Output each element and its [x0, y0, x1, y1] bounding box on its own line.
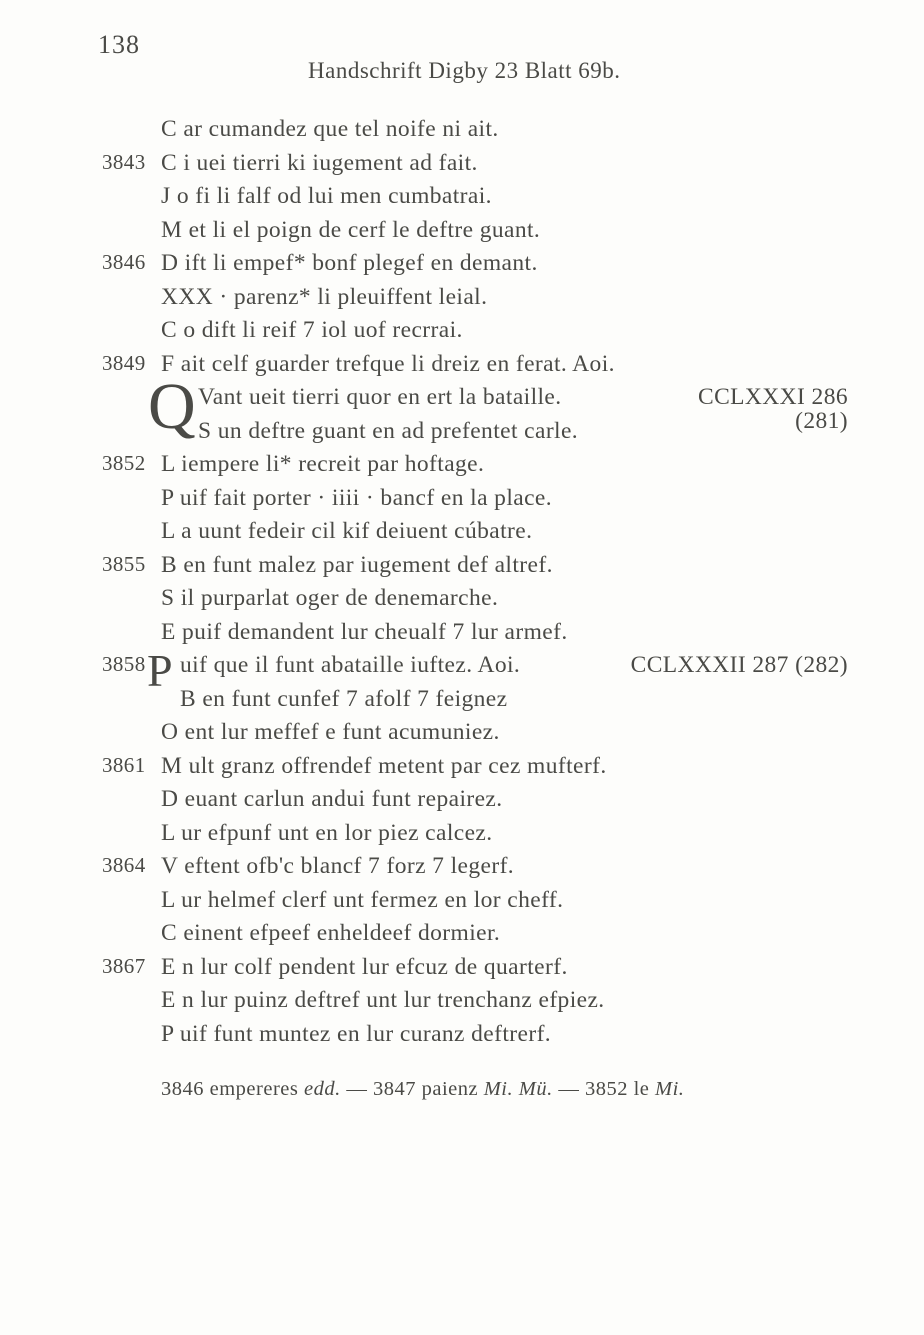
verse-line: [0, 451, 924, 485]
verse-line: [0, 552, 924, 586]
verse-line: [0, 786, 924, 820]
verse-text: M ult granz offrendef metent par cez mufterf.: [161, 753, 607, 779]
verse-line: [0, 1021, 924, 1055]
verse-text: XXX · parenz* li pleuiffent leial.: [161, 284, 488, 310]
footnote-part-b-italic: Mi. Mü.: [483, 1078, 553, 1100]
verse-text: C ar cumandez que tel noife ni ait.: [161, 116, 499, 142]
verse-line: [0, 150, 924, 184]
verse-text: E n lur colf pendent lur efcuz de quarterf.: [161, 954, 568, 980]
verse-text: S un deftre guant en ad prefentet carle.: [198, 418, 579, 444]
verse-line: [0, 954, 924, 988]
verse-line: [0, 719, 924, 753]
verse-text: E n lur puinz deftref unt lur trenchanz efpiez.: [161, 987, 605, 1013]
line-number: 3864: [102, 853, 146, 877]
line-number: 3849: [102, 351, 146, 375]
line-number: 3867: [102, 954, 146, 978]
verse-line: [0, 987, 924, 1021]
decorated-initial: P: [147, 645, 173, 696]
verse-text: S il purparlat oger de denemarche.: [161, 585, 499, 611]
page-number: 138: [98, 30, 140, 59]
verse-text: B en funt cunfef 7 afolf 7 feignez: [180, 686, 508, 712]
verse-line: [0, 116, 924, 150]
footnote-part-a-italic: edd.: [303, 1078, 341, 1100]
verse-text: D euant carlun andui funt repairez.: [161, 786, 503, 812]
verse-line: [0, 250, 924, 284]
verse-text: L a uunt fedeir cil kif deiuent cúbatre.: [161, 518, 533, 544]
verse-line: [0, 317, 924, 351]
footnote-part-c: — 3852 le: [558, 1078, 650, 1100]
verse-text: C o dift li reif 7 iol uof recrrai.: [161, 317, 463, 343]
verse-line: [0, 408, 924, 452]
verse-text: O ent lur meffef e funt acumuniez.: [161, 719, 500, 745]
laisse-alt-number: (281): [795, 408, 848, 434]
verse-text: uif que il funt abataille iuftez. Aoi.: [180, 652, 521, 678]
footnote-part-a: 3846 empereres: [161, 1078, 299, 1100]
verse-line: [0, 485, 924, 519]
verse-line: [0, 351, 924, 385]
verse-text: E puif demandent lur cheualf 7 lur armef.: [161, 619, 568, 645]
line-number: 3846: [102, 250, 146, 274]
line-number: 3843: [102, 150, 146, 174]
laisse-number: CCLXXXII 287 (282): [630, 652, 848, 678]
verse-text: J o fi li falf od lui men cumbatrai.: [161, 183, 492, 209]
verse-line: [0, 920, 924, 954]
verse-line: [0, 183, 924, 217]
verse-text: V eftent ofb'c blancf 7 forz 7 legerf.: [161, 853, 515, 879]
verse-text: P uif funt muntez en lur curanz deftrerf.: [161, 1021, 552, 1047]
line-number: 3861: [102, 753, 146, 777]
verse-line: [0, 753, 924, 787]
verse-line: [0, 217, 924, 251]
verse-line: [0, 585, 924, 619]
verse-text: B en funt malez par iugement def altref.: [161, 552, 553, 578]
verse-text: L ur helmef clerf unt fermez en lor cheff.: [161, 887, 564, 913]
verse-line: [0, 518, 924, 552]
verse-line: [0, 284, 924, 318]
verse-text: L ur efpunf unt en lor piez calcez.: [161, 820, 493, 846]
verse-line: [0, 619, 924, 653]
verse-line: [0, 887, 924, 921]
verse-text: C i uei tierri ki iugement ad fait.: [161, 150, 478, 176]
verse-line: [0, 686, 924, 720]
verse-line: [0, 820, 924, 854]
verse-text: L iempere li* recreit par hoftage.: [161, 451, 485, 477]
verse-text: D ift li empef* bonf plegef en demant.: [161, 250, 538, 276]
verse-text: M et li el poign de cerf le deftre guant.: [161, 217, 541, 243]
line-number: 3855: [102, 552, 146, 576]
verse-text: F ait celf guarder trefque li dreiz en ferat. Aoi.: [161, 351, 615, 377]
footnote: [161, 1078, 684, 1101]
footnote-part-c-italic: Mi.: [655, 1078, 685, 1100]
verse-text: P uif fait porter · iiii · bancf en la place.: [161, 485, 553, 511]
verse-text: Vant ueit tierri quor en ert la bataille.: [198, 384, 562, 410]
verse-text: C einent efpeef enheldeef dormier.: [161, 920, 501, 946]
decorated-initial: Q: [148, 370, 197, 443]
laisse-number: CCLXXXI 286: [698, 384, 848, 410]
line-number: 3858: [102, 652, 146, 676]
running-head: Handschrift Digby 23 Blatt 69b.: [308, 58, 621, 83]
line-number: 3852: [102, 451, 146, 475]
verse-line: [0, 645, 924, 696]
verse-line: [0, 853, 924, 887]
footnote-part-b: — 3847 paienz: [346, 1078, 479, 1100]
